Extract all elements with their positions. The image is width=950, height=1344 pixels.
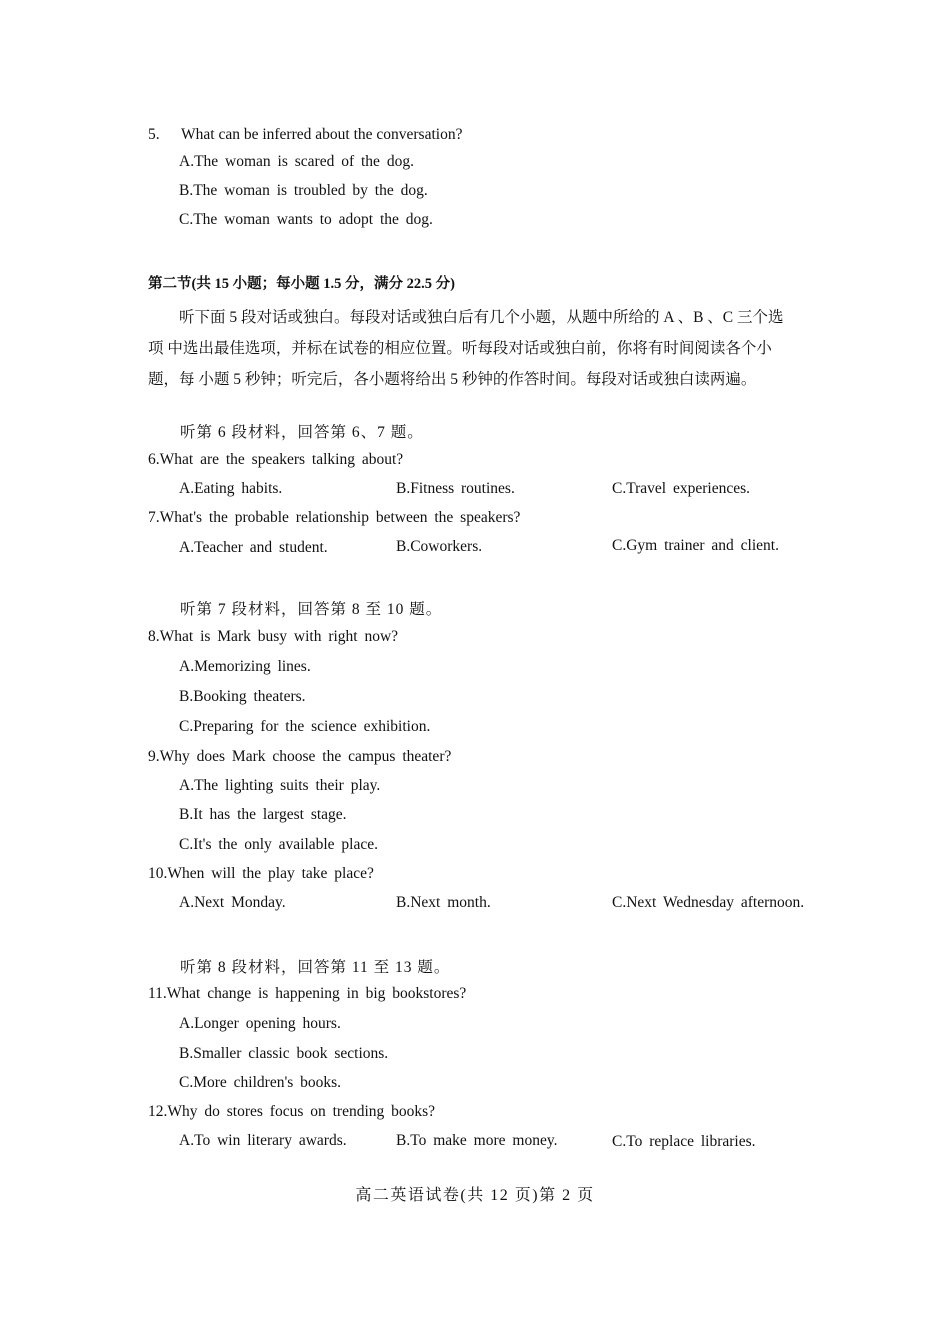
group-6-intro: 听第 6 段材料，回答第 6、7 题。: [180, 424, 424, 441]
question-8-stem: 8.What is Mark busy with right now?: [148, 628, 399, 645]
question-7-option-a: A.Teacher and student.: [179, 539, 328, 556]
question-10-option-b: B.Next month.: [396, 894, 491, 911]
question-8-option-c: C.Preparing for the science exhibition.: [179, 718, 431, 735]
question-12-option-a: A.To win literary awards.: [179, 1132, 347, 1149]
question-8-option-a: A.Memorizing lines.: [179, 658, 311, 675]
group-8-intro: 听第 8 段材料，回答第 11 至 13 题。: [180, 959, 451, 976]
question-10-option-a: A.Next Monday.: [179, 894, 286, 911]
question-12-stem: 12.Why do stores focus on trending books?: [148, 1103, 436, 1120]
instruction-line-2: 项 中选出最佳选项，并标在试卷的相应位置。听每段对话或独白前，你将有时间阅读各个小: [148, 340, 772, 357]
question-12-option-b: B.To make more money.: [396, 1132, 558, 1149]
question-9-option-a: A.The lighting suits their play.: [179, 777, 381, 794]
question-6-option-b: B.Fitness routines.: [396, 480, 515, 497]
question-9-option-b: B.It has the largest stage.: [179, 806, 347, 823]
question-7-option-b: B.Coworkers.: [396, 538, 483, 555]
question-8-option-b: B.Booking theaters.: [179, 688, 306, 705]
section-2-instructions: [148, 302, 852, 395]
instruction-line-3: 题，每 小题 5 秒钟；听完后，各小题将给出 5 秒钟的作答时间。每段对话或独白读两遍。: [148, 371, 757, 388]
page-footer: 高二英语试卷(共 12 页)第 2 页: [355, 1187, 595, 1204]
question-5-option-a: A.The woman is scared of the dog.: [179, 153, 414, 170]
question-6-option-c: C.Travel experiences.: [612, 480, 751, 497]
group-7-intro: 听第 7 段材料，回答第 8 至 10 题。: [180, 601, 443, 618]
question-12-option-c: C.To replace libraries.: [612, 1133, 756, 1150]
question-9-option-c: C.It's the only available place.: [179, 836, 379, 853]
question-11-option-b: B.Smaller classic book sections.: [179, 1045, 389, 1062]
question-6-option-a: A.Eating habits.: [179, 480, 283, 497]
question-11-stem: 11.What change is happening in big bookstores?: [148, 985, 467, 1002]
question-5-option-b: B.The woman is troubled by the dog.: [179, 182, 428, 199]
question-11-option-c: C.More children's books.: [179, 1074, 342, 1091]
question-7-stem: 7.What's the probable relationship between the speakers?: [148, 509, 521, 526]
question-10-option-c: C.Next Wednesday afternoon.: [612, 894, 805, 911]
question-10-stem: 10.When will the play take place?: [148, 865, 374, 882]
question-5-option-c: C.The woman wants to adopt the dog.: [179, 211, 433, 228]
question-6-stem: 6.What are the speakers talking about?: [148, 451, 404, 468]
question-11-option-a: A.Longer opening hours.: [179, 1015, 341, 1032]
question-5-number: 5.: [148, 126, 160, 143]
question-7-option-c: C.Gym trainer and client.: [612, 537, 779, 554]
section-2-heading: 第二节(共 15 小题；每小题 1.5 分，满分 22.5 分): [148, 276, 455, 292]
question-9-stem: 9.Why does Mark choose the campus theater?: [148, 748, 452, 765]
question-5-stem: What can be inferred about the conversation?: [181, 126, 463, 143]
instruction-line-1: 听下面 5 段对话或独白。每段对话或独白后有几个小题，从题中所给的 A 、B 、C 三个选: [179, 309, 784, 326]
